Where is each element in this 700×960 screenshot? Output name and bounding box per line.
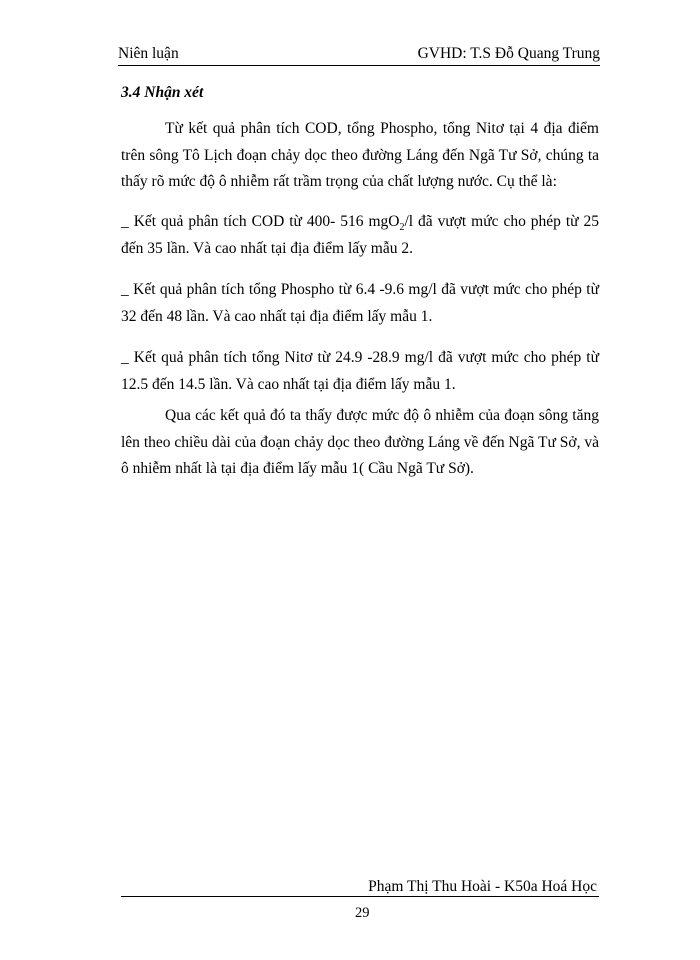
oxygen-subscript: 2 — [399, 222, 405, 234]
cod-result-text-end: /l đã vượt mức cho phép từ 25 đến 35 lần. Và cao nhất tại địa điểm lấy mẫu 2. — [121, 213, 599, 257]
intro-paragraph: Từ kết quả phân tích COD, tổng Phospho, tổng Nitơ tại 4 địa điểm trên sông Tô Lịch đoạn chảy dọc theo đường Láng đến Ngã Tư Sở, chúng ta thấy rõ mức độ ô nhiễm rất trầm trọng của chất lượng nước. Cụ thể là: — [121, 120, 599, 190]
footer-author: Phạm Thị Thu Hoài - K50a Hoá Học — [368, 878, 597, 895]
header-course-label: Niên luận — [118, 45, 179, 62]
page-number: 29 — [355, 905, 370, 921]
cod-result-paragraph — [121, 209, 599, 262]
header-advisor-label: GVHD: T.S Đỗ Quang Trung — [417, 45, 600, 62]
page-header — [118, 43, 600, 66]
nito-result-paragraph: _ Kết quả phân tích tổng Nitơ từ 24.9 -28.9 mg/l đã vượt mức cho phép từ 12.5 đến 14.5 lần. Và cao nhất tại địa điểm lấy mẫu 1. — [121, 349, 599, 393]
conclusion-paragraph: Qua các kết quả đó ta thấy được mức độ ô nhiễm của đoạn sông tăng lên theo chiều dài của đoạn chảy dọc theo đường Láng về đến Ngã Tư Sở, và ô nhiễm nhất là tại địa điểm lấy mẫu 1( Cầu Ngã Tư Sở). — [121, 407, 599, 477]
phospho-result-paragraph: _ Kết quả phân tích tổng Phospho từ 6.4 -9.6 mg/l đã vượt mức cho phép từ 32 đến 48 lần. Và cao nhất tại địa điểm lấy mẫu 1. — [121, 281, 599, 325]
section-title: 3.4 Nhận xét — [121, 84, 204, 101]
page-footer — [121, 876, 599, 897]
cod-result-text-start: _ Kết quả phân tích COD từ 400- 516 mgO — [121, 213, 400, 230]
